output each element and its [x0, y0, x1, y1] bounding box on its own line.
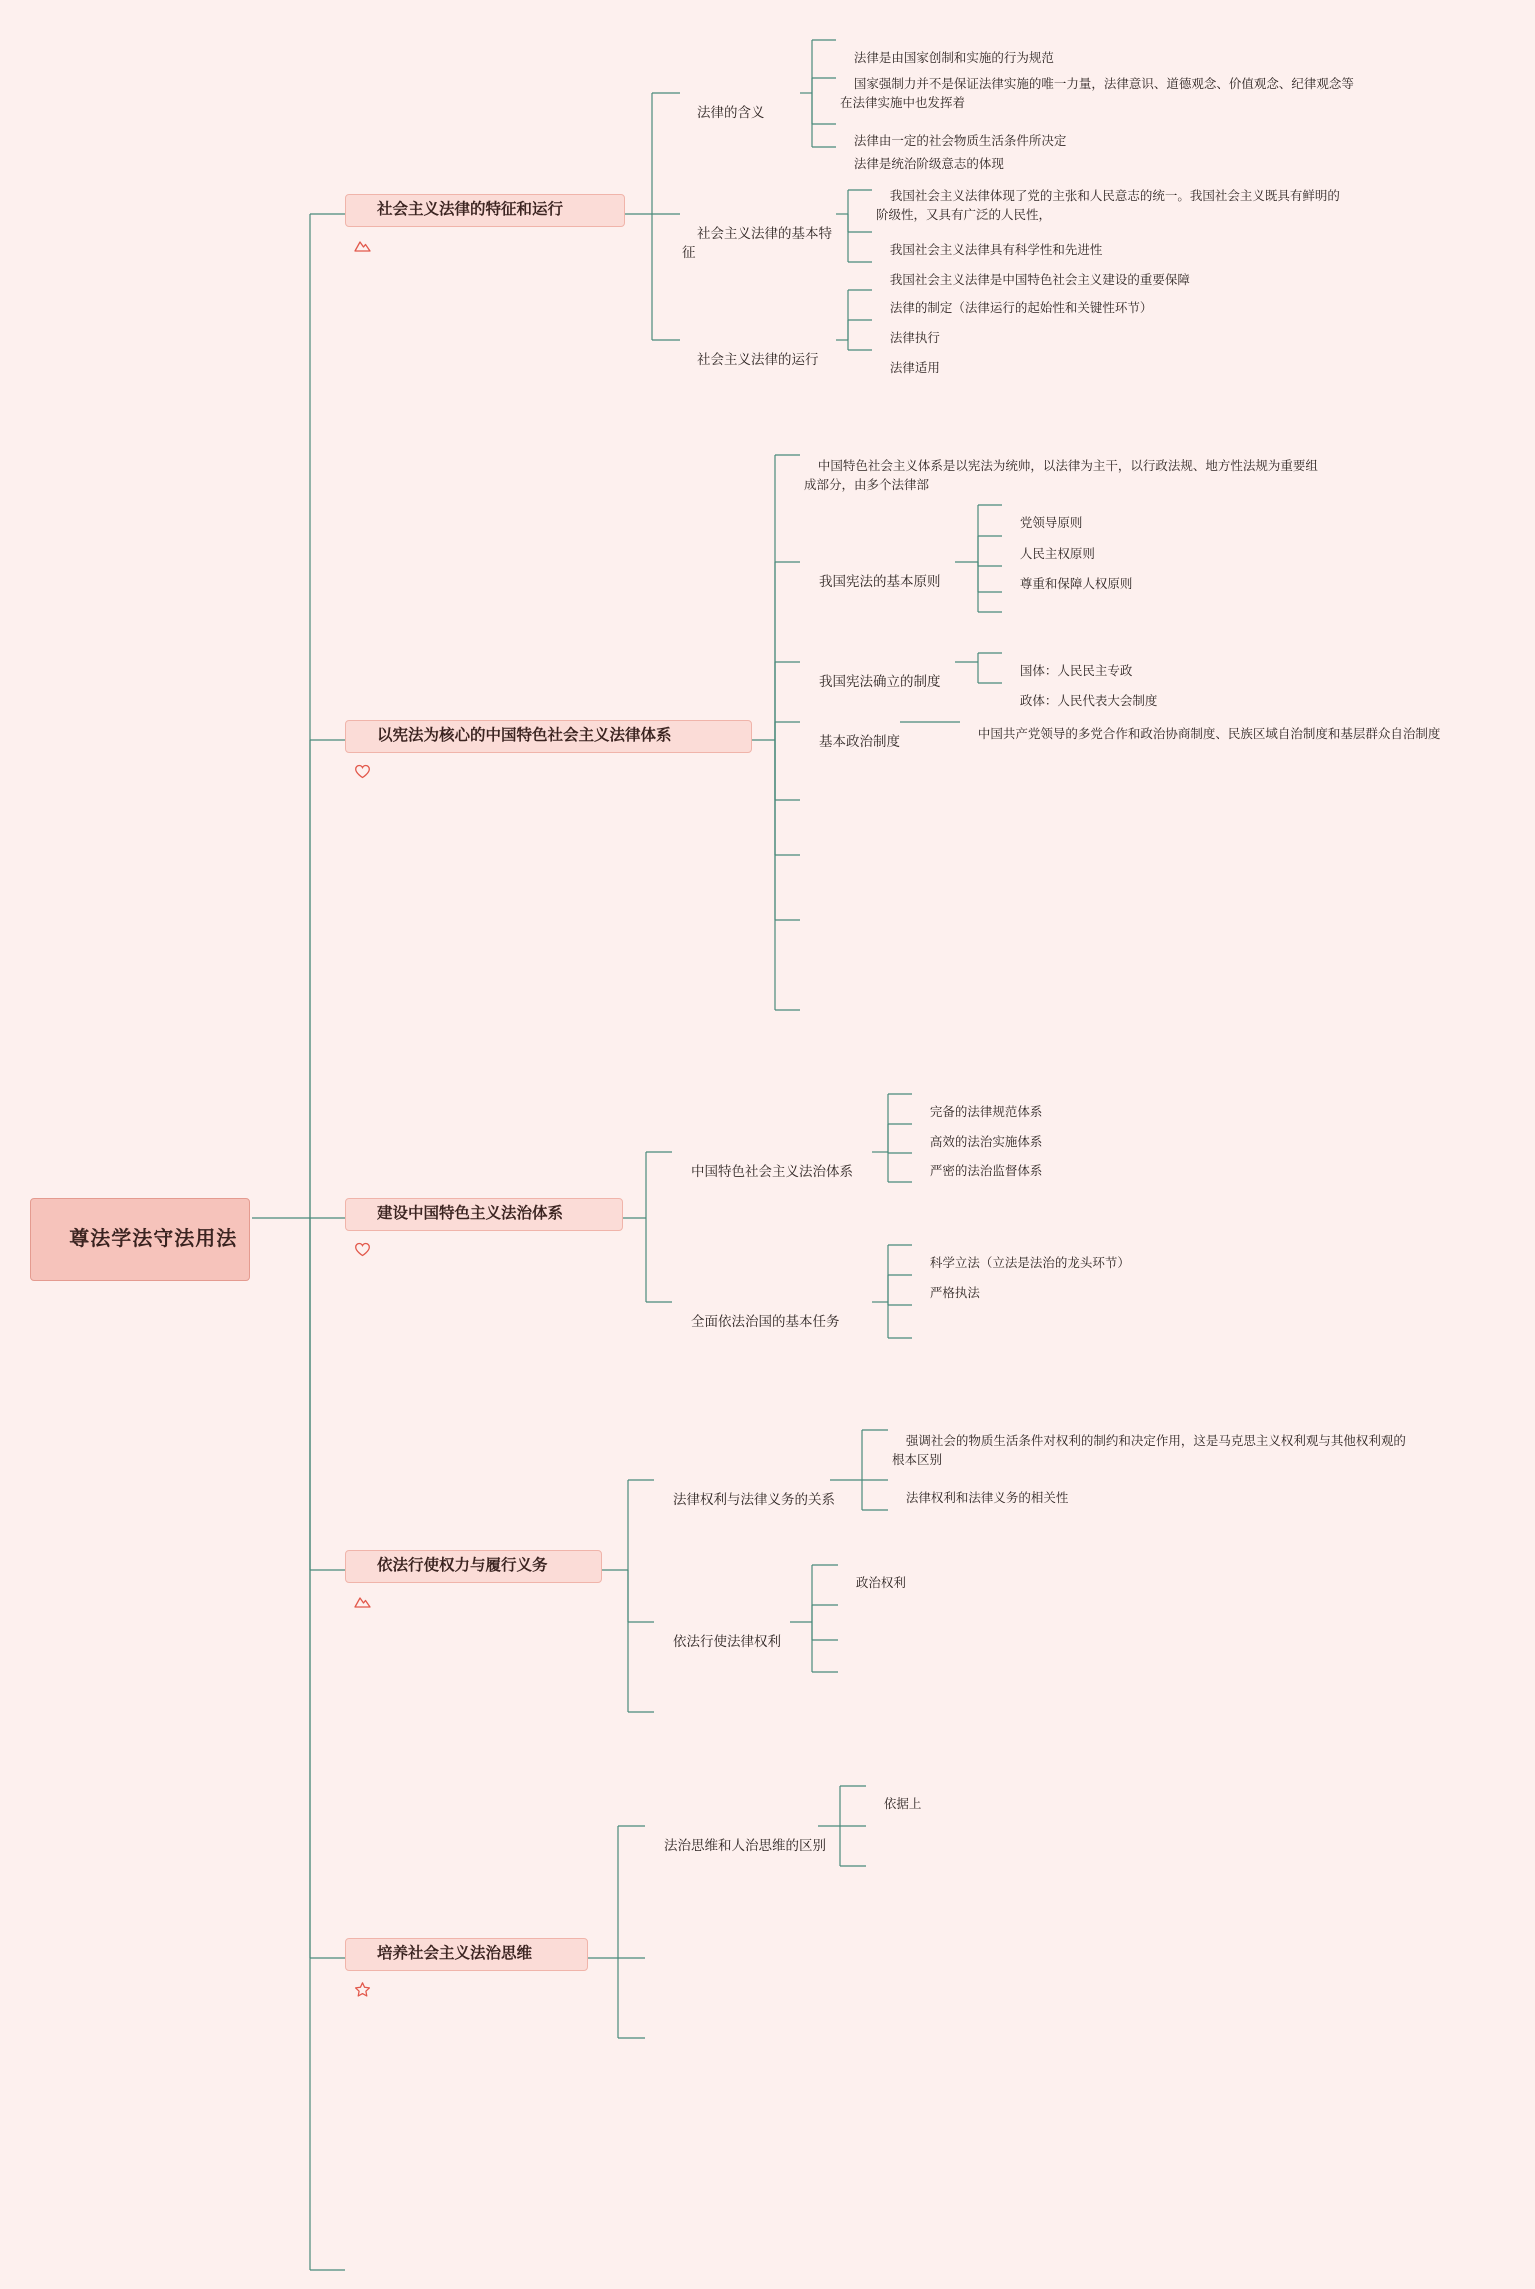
subnode-3-1-label: 中国特色社会主义法治体系: [691, 1163, 854, 1179]
branch-node-5[interactable]: [345, 1938, 588, 1971]
branch-node-3[interactable]: [345, 1198, 623, 1231]
leaf-text: 法律执行: [889, 330, 940, 345]
star-icon: [354, 1945, 371, 1962]
branch-node-1[interactable]: [345, 194, 625, 227]
subnode-1-2-label: 社会主义法律的基本特征: [682, 225, 833, 261]
leaf-text: 依据上: [883, 1796, 922, 1811]
leaf-text: 党领导原则: [1019, 515, 1083, 530]
subnode-2-4-label: 基本政治制度: [819, 733, 901, 749]
leaf-text: 尊重和保障人权原则: [1019, 576, 1133, 591]
subnode-5-1[interactable]: [649, 1816, 839, 1875]
subnode-4-2-label: 依法行使法律权利: [673, 1633, 782, 1649]
leaf-text: 法律是由国家创制和实施的行为规范: [853, 50, 1054, 65]
leaf-text: 强调社会的物质生活条件对权利的制约和决定作用，这是马克思主义权利观与其他权利观的根本区别: [892, 1434, 1406, 1467]
leaf-text: 政治权利: [855, 1575, 906, 1590]
leaf-text: 我国社会主义法律具有科学性和先进性: [889, 242, 1103, 257]
leaf-text: 严密的法治监督体系: [929, 1163, 1043, 1178]
leaf-4-2-1[interactable]: [842, 1555, 1042, 1611]
leaf-3-1-3[interactable]: [916, 1143, 1136, 1199]
subnode-4-1-label: 法律权利与法律义务的关系: [673, 1491, 836, 1507]
leaf-text: 政体：人民代表大会制度: [1019, 693, 1158, 708]
subnode-1-3[interactable]: [682, 330, 832, 389]
leaf-2-2-3[interactable]: [1006, 556, 1226, 612]
leaf-text: 人民主权原则: [1019, 546, 1095, 561]
leaf-text: 法律的制定（法律运行的起始性和关键性环节）: [889, 300, 1153, 315]
subnode-2-3-label: 我国宪法确立的制度: [819, 673, 941, 689]
heart-icon: [354, 727, 371, 744]
branch-label-2: 以宪法为核心的中国特色社会主义法律体系: [377, 727, 672, 744]
leaf-5-1-1[interactable]: [870, 1776, 1070, 1832]
subnode-2-2[interactable]: [804, 552, 954, 611]
subnode-1-1-label: 法律的含义: [697, 104, 765, 120]
leaf-text: 中国共产党领导的多党合作和政治协商制度、民族区域自治制度和基层群众自治制度: [977, 727, 1441, 741]
leaf-text: 我国社会主义法律是中国特色社会主义建设的重要保障: [889, 272, 1190, 287]
leaf-text: 国体：人民民主专政: [1019, 663, 1133, 678]
leaf-text: 高效的法治实施体系: [929, 1134, 1043, 1149]
branch-label-4: 依法行使权力与履行义务: [377, 1557, 548, 1574]
subnode-1-1[interactable]: [682, 83, 802, 142]
subnode-4-1[interactable]: [658, 1470, 848, 1529]
leaf-text: 法律适用: [889, 360, 940, 375]
subnode-4-2[interactable]: [658, 1612, 808, 1671]
subnode-2-1-label: 中国特色社会主义体系是以宪法为统帅，以法律为主干，以行政法规、地方性法规为重要组成部分，由多个法律部: [804, 459, 1318, 492]
subnode-2-3[interactable]: [804, 652, 954, 711]
leaf-text: 法律由一定的社会物质生活条件所决定: [853, 133, 1067, 148]
branch-label-1: 社会主义法律的特征和运行: [377, 201, 564, 218]
leaf-text: 国家强制力并不是保证法律实施的唯一力量，法律意识、道德观念、价值观念、纪律观念等在法律实施中也发挥着: [840, 77, 1354, 110]
leaf-text: 法律是统治阶级意志的体现: [853, 156, 1004, 171]
leaf-4-1-2[interactable]: [892, 1470, 1192, 1526]
mountain-icon: [354, 201, 371, 218]
leaf-text: 我国社会主义法律体现了党的主张和人民意志的统一。我国社会主义既具有鲜明的阶级性，又具有广泛的人民性，: [876, 189, 1340, 222]
leaf-1-3-3[interactable]: [876, 340, 1076, 396]
branch-label-5: 培养社会主义法治思维: [377, 1945, 533, 1962]
branch-node-4[interactable]: [345, 1550, 602, 1583]
subnode-3-2[interactable]: [676, 1292, 866, 1351]
subnode-1-3-label: 社会主义法律的运行: [697, 351, 819, 367]
subnode-3-1[interactable]: [676, 1142, 866, 1201]
leaf-3-2-2[interactable]: [916, 1265, 1136, 1321]
subnode-2-2-label: 我国宪法的基本原则: [819, 573, 941, 589]
branch-label-3: 建设中国特色主义法治体系: [377, 1205, 564, 1222]
subnode-2-4[interactable]: [804, 712, 914, 771]
root-node[interactable]: [30, 1198, 250, 1281]
subnode-1-2[interactable]: [682, 204, 842, 282]
subnode-3-2-label: 全面依法治国的基本任务: [691, 1313, 840, 1329]
leaf-text: 完备的法律规范体系: [929, 1104, 1043, 1119]
leaf-2-4-1[interactable]: [964, 706, 1484, 763]
branch-node-2[interactable]: [345, 720, 752, 753]
leaf-text: 法律权利和法律义务的相关性: [905, 1490, 1069, 1505]
subnode-5-1-label: 法治思维和人治思维的区别: [664, 1837, 827, 1853]
root-label: 尊法学法守法用法: [69, 1228, 238, 1250]
leaf-text: 严格执法: [929, 1285, 980, 1300]
mountain-icon: [354, 1557, 371, 1574]
heart-icon: [354, 1205, 371, 1222]
leaf-text: 科学立法（立法是法治的龙头环节）: [929, 1255, 1130, 1270]
